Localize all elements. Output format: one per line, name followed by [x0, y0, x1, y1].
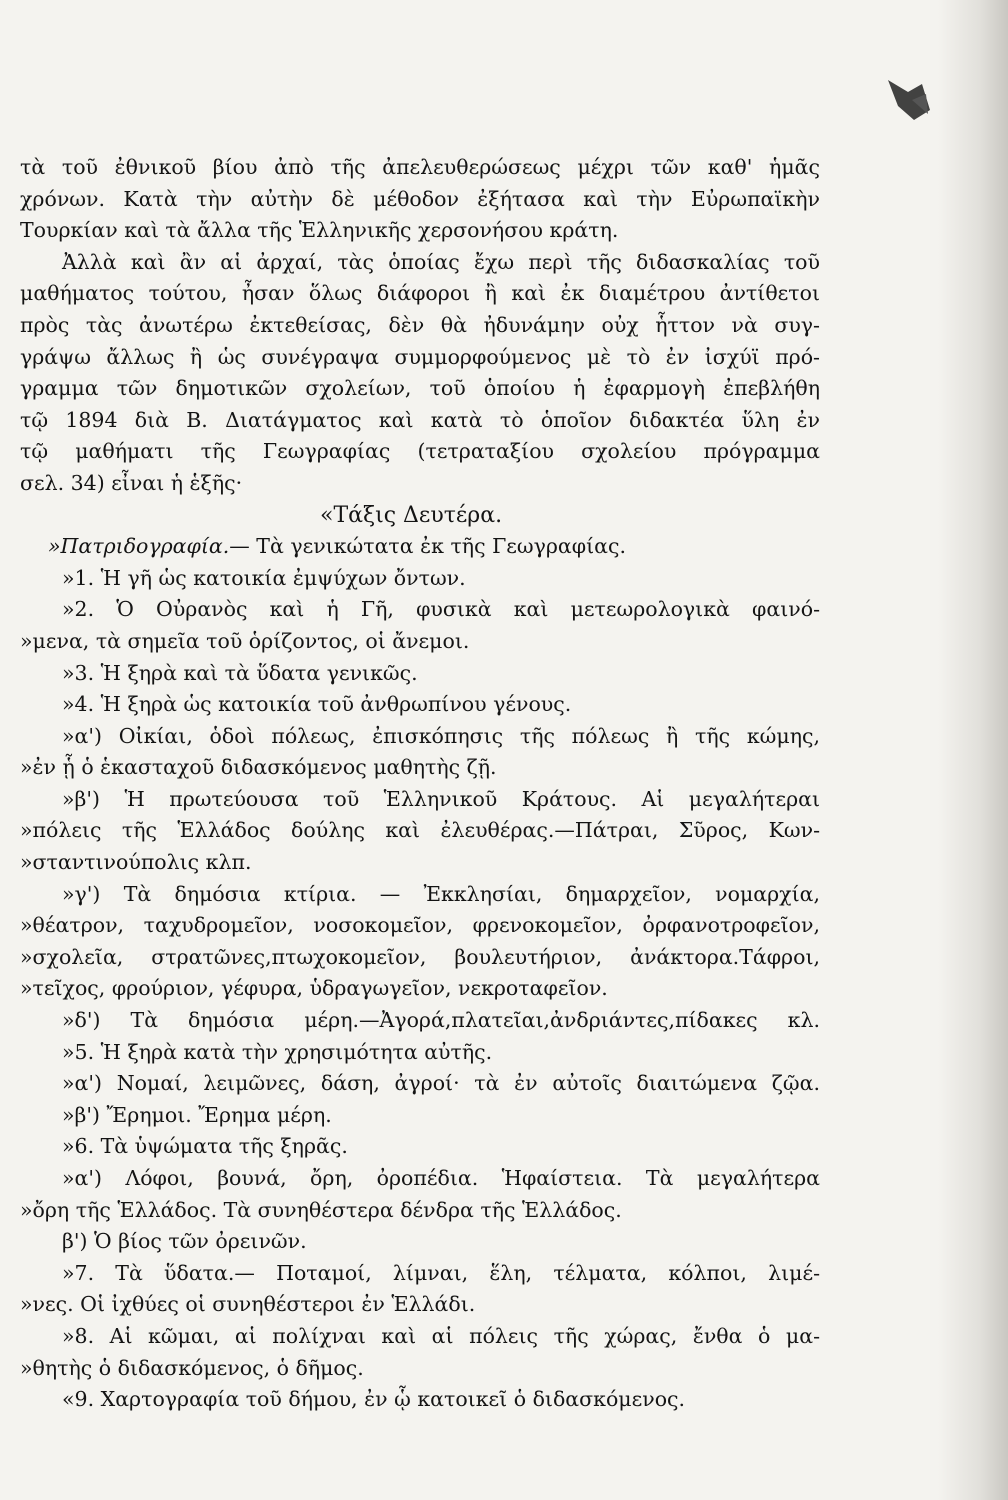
list-item: »7. Τὰ ὕδατα.— Ποταμοί, λίμναι, ἕλη, τέλματα, κόλποι, λιμέ- — [62, 1260, 820, 1285]
sub-item: »β') Ἔρημοι. Ἔρημα μέρη. — [62, 1102, 332, 1127]
text-line: τὰ τοῦ ἐθνικοῦ βίου ἀπὸ τῆς ἀπελευθερώσεως μέχρι τῶν καθ' ἡμᾶς — [20, 155, 820, 179]
page-edge-shadow — [938, 0, 1008, 1500]
program-subtitle: — Τὰ γενικώτατα ἐκ τῆς Γεωγραφίας. — [229, 534, 627, 559]
text-line: μαθήματος τούτου, ἦσαν ὅλως διάφοροι ἢ καὶ ἐκ διαμέτρου ἀντίθετοι — [20, 281, 820, 306]
sub-item: »α') Οἰκίαι, ὁδοὶ πόλεως, ἐπισκόπησις τῆς πόλεως ἢ τῆς κώμης, — [62, 723, 820, 748]
document-body — [20, 152, 820, 1416]
sub-item: »α') Νομαί, λειμῶνες, δάση, ἀγροί· τὰ ἐν αὐτοῖς διαιτώμενα ζῷα. — [62, 1071, 820, 1096]
sub-item: »δ') Τὰ δημόσια μέρη.—Ἀγορά,πλατεῖαι,ἀνδριάντες,πίδακες κλ. — [62, 1008, 820, 1033]
text-line: γράψω ἄλλως ἢ ὡς συνέγραψα συμμορφούμενος μὲ τὸ ἐν ἰσχύϊ πρό- — [20, 344, 820, 369]
list-item: »1. Ἡ γῆ ὡς κατοικία ἐμψύχων ὄντων. — [62, 565, 466, 590]
sub-item: »β') Ἡ πρωτεύουσα τοῦ Ἑλληνικοῦ Κράτους. Αἱ μεγαλήτεραι — [62, 786, 820, 811]
list-item-continuation: »νες. Οἱ ἰχθύες οἱ συνηθέστεροι ἐν Ἑλλάδι. — [20, 1292, 476, 1317]
sub-item: »γ') Τὰ δημόσια κτίρια. — Ἐκκλησίαι, δημαρχεῖον, νομαρχία, — [62, 881, 820, 906]
sub-item-continuation: »ὄρη τῆς Ἑλλάδος. Τὰ συνηθέστερα δένδρα τῆς Ἑλλάδος. — [20, 1197, 622, 1222]
program-line — [20, 531, 820, 563]
list-item-continuation: »θητὴς ὁ διδασκόμενος, ὁ δῆμος. — [20, 1355, 364, 1380]
text-line: πρὸς τὰς ἀνωτέρω ἐκτεθείσας, δὲν θὰ ἠδυνάμην οὐχ ἧττον νὰ συγ- — [20, 312, 820, 337]
program-title: »Πατριδογραφία. — [48, 534, 230, 559]
text-line: γραμμα τῶν δημοτικῶν σχολείων, τοῦ ὁποίου ἡ ἐφαρμογὴ ἐπεβλήθη — [20, 376, 820, 401]
list-item: »5. Ἡ ξηρὰ κατὰ τὴν χρησιμότητα αὐτῆς. — [62, 1039, 493, 1064]
list-item: »2. Ὁ Οὐρανὸς καὶ ἡ Γῆ, φυσικὰ καὶ μετεωρολογικὰ φαινό- — [62, 597, 820, 622]
text-line: τῷ μαθήματι τῆς Γεωγραφίας (τετραταξίου σχολείου πρόγραμμα — [20, 439, 820, 464]
sub-item-continuation: »σταντινούπολις κλπ. — [20, 850, 252, 875]
paragraph-start-line: Ἀλλὰ καὶ ἂν αἱ ἀρχαί, τὰς ὁποίας ἔχω περὶ τῆς διδασκαλίας τοῦ — [62, 249, 820, 274]
sub-item-continuation: »ἐν ᾗ ὁ ἑκασταχοῦ διδασκόμενος μαθητὴς ζῇ. — [20, 755, 497, 780]
text-line: Τουρκίαν καὶ τὰ ἄλλα τῆς Ἑλληνικῆς χερσονήσου κράτη. — [20, 218, 619, 243]
list-item: »3. Ἡ ξηρὰ καὶ τὰ ὕδατα γενικῶς. — [62, 660, 418, 685]
sub-item: »α') Λόφοι, βουνά, ὄρη, ὀροπέδια. Ἡφαίστεια. Τὰ μεγαλήτερα — [62, 1166, 820, 1190]
sub-item-continuation: »θέατρον, ταχυδρομεῖον, νοσοκομεῖον, φρενοκομεῖον, ὀρφανοτροφεῖον, — [20, 913, 820, 938]
text-line: χρόνων. Κατὰ τὴν αὐτὴν δὲ μέθοδον ἐξήτασα καὶ τὴν Εὐρωπαϊκὴν — [20, 186, 820, 211]
list-item: »8. Αἱ κῶμαι, αἱ πολίχναι καὶ αἱ πόλεις τῆς χώρας, ἔνθα ὁ μα- — [62, 1323, 820, 1348]
text-line: σελ. 34) εἶναι ἡ ἑξῆς· — [20, 470, 243, 495]
list-item: «9. Χαρτογραφία τοῦ δήμου, ἐν ᾧ κατοικεῖ ὁ διδασκόμενος. — [62, 1387, 686, 1412]
sub-item-continuation: »σχολεῖα, στρατῶνες,πτωχοκομεῖον, βουλευτήριον, ἀνάκτορα.Τάφροι, — [20, 944, 820, 969]
list-item: »4. Ἡ ξηρὰ ὡς κατοικία τοῦ ἀνθρωπίνου γένους. — [62, 692, 572, 717]
torn-corner-mark — [878, 70, 938, 130]
list-item-continuation: »μενα, τὰ σημεῖα τοῦ ὁρίζοντος, οἱ ἄνεμοι. — [20, 628, 470, 653]
text-line: τῷ 1894 διὰ Β. Διατάγματος καὶ κατὰ τὸ ὁποῖον διδακτέα ὕλη ἐν — [20, 407, 820, 432]
list-item: »6. Τὰ ὑψώματα τῆς ξηρᾶς. — [62, 1134, 348, 1159]
section-heading: «Τάξις Δευτέρα. — [320, 502, 503, 528]
sub-item: β') Ὁ βίος τῶν ὀρεινῶν. — [62, 1229, 307, 1254]
sub-item-continuation: »πόλεις τῆς Ἑλλάδος δούλης καὶ ἐλευθέρας.—Πάτραι, Σῦρος, Κων- — [20, 818, 820, 843]
sub-item-continuation: »τεῖχος, φρούριον, γέφυρα, ὑδραγωγεῖον, νεκροταφεῖον. — [20, 976, 608, 1001]
